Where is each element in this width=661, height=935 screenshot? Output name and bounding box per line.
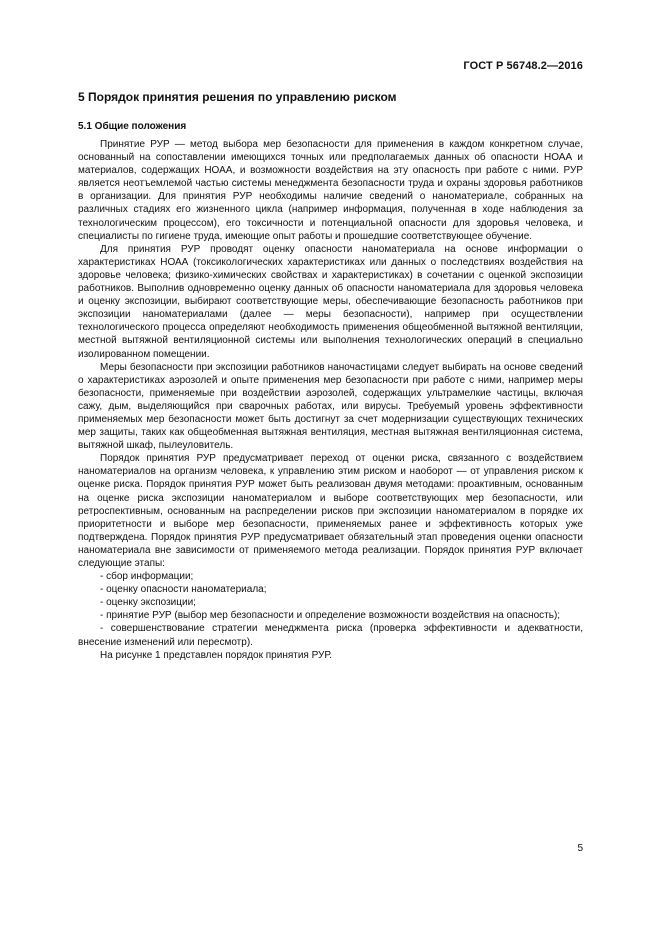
paragraph: Порядок принятия РУР предусматривает переход от оценки риска, связанного с воздействием наноматериалов на организм человека, к управлению этим риском и наоборот — от управления риском к оценке риска. Порядок принятия РУР может быть реализован двумя методами: проактивным, основанным на оценке риска экспозиции наноматериалом и выборе соответствующих мер безопасности, или ретроспективным, основанным на распределении рисков при экспозиции наноматериалом в порядке их приоритетности и выборе мер безопасности, применяемых ранее и эффективность которых уже подтверждена. Порядок принятия РУР предусматривает обязательный этап проведения оценки опасности наноматериала вне зависимости от применяемого метода реализации. Порядок принятия РУР включает следующие этапы: [78,453,583,569]
page-content [78,90,583,662]
closing-paragraph: На рисунке 1 представлен порядок принятия РУР. [100,649,332,661]
stages-list [78,570,583,649]
paragraph: Меры безопасности при экспозиции работников наночастицами следует выбирать на основе сведений о характеристиках аэрозолей и опыте применения мер безопасности при работе с ними, например меры безопасности, применяемые при воздействии аэрозолей, содержащих ультрамелкие частицы, включая сажу, дым, выделяющийся при сварочных работах, или вирусы. Требуемый уровень эффективности применяемых мер безопасности может быть достигнут за счет модернизации существующих технических мер защиты, таких как общеобменная вытяжная вентиляция, местная вытяжная вентиляционная система, вытяжной шкаф, пылеуловитель. [78,361,583,452]
section-heading: 5 Порядок принятия решения по управлению риском [78,90,397,104]
document-code: ГОСТ Р 56748.2—2016 [463,60,583,72]
page-number: 5 [577,843,583,854]
list-item: - оценку опасности наноматериала; [100,584,267,596]
paragraph: Для принятия РУР проводят оценку опасности наноматериала на основе информации о характеристиках НОАА (токсикологических характеристиках или данных о последствиях воздействия на здоровье человека; физико-химических свойствах и характеристиках) в сочетании с оценкой экспозиции работников. Выполнив одновременно оценку данных об опасности наноматериала для здоровья человека и оценку экспозиции, выбирают соответствующие меры, обеспечивающие безопасность работников при экспозиции наноматериалами (далее — меры безопасности), например при осуществлении технологического процесса определяют необходимость применения общеобменной вытяжной вентиляции, местной вытяжной вентиляционной системы или выполнения технологических операций в специально изолированном помещении. [78,243,583,360]
list-item: - оценку экспозиции; [100,597,196,609]
list-item: - принятие РУР (выбор мер безопасности и определение возможности воздействия на опасность); [100,610,561,622]
list-item: - совершенствование стратегии менеджмента риска (проверка эффективности и адекватности, внесение изменений или пересмотр). [78,623,583,648]
paragraph: Принятие РУР — метод выбора мер безопасности для применения в каждом конкретном случае, основанный на сопоставлении имеющихся точных или предполагаемых данных об опасности НОАА и материалов, содержащих НОАА, и возможности воздействия на эту опасность при работе с ними. РУР является неотъемлемой частью системы менеджмента безопасности труда и охраны здоровья работников в организации. Для принятия РУР необходимы наличие сведений о наноматериале, собранных на различных стадиях его жизненного цикла (например информация, полученная в ходе наблюдения за технологическим процессом), его токсичности и потенциальной опасности для здоровья человека, и специалисты по гигиене труда, имеющие опыт работы и прошедшие соответствующее обучение. [78,139,583,242]
list-item: - сбор информации; [100,571,194,583]
subsection-heading: 5.1 Общие положения [78,121,187,132]
